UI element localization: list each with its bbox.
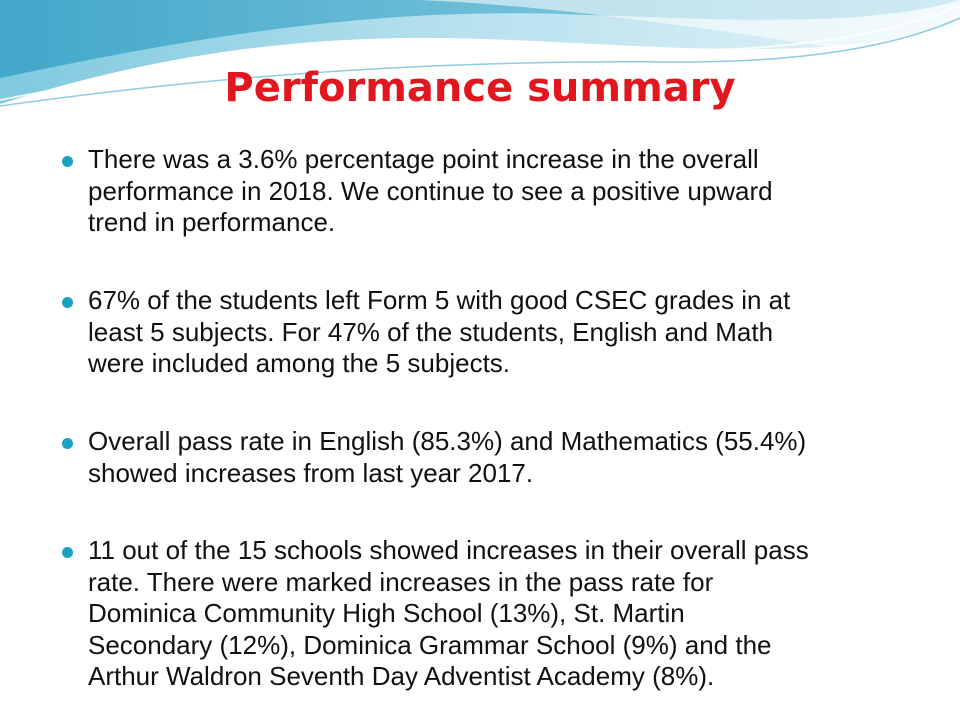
- bullet-dot-icon: [62, 156, 73, 167]
- bullet-text: 67% of the students left Form 5 with good CSEC grades in at least 5 subjects. For 47% of the students, English and Math were included among the 5 subjects.: [88, 285, 791, 378]
- bullet-text: 11 out of the 15 schools showed increases in their overall pass rate. There were marked increases in the pass rate for Dominica Community High School (13%), St. Martin Secondary (12%), Dominica Grammar School (9%) and the Arthur Waldron Seventh Day Adventist Academy (8%).: [88, 535, 809, 691]
- bullet-text: There was a 3.6% percentage point increase in the overall performance in 2018. We continue to see a positive upward trend in performance.: [88, 144, 773, 237]
- bullet-dot-icon: [62, 438, 73, 449]
- bullet-text: Overall pass rate in English (85.3%) and Mathematics (55.4%) showed increases from last year 2017.: [88, 426, 807, 488]
- bullet-dot-icon: [62, 297, 73, 308]
- bullet-dot-icon: [62, 547, 73, 558]
- slide-title: Performance summary: [224, 65, 736, 111]
